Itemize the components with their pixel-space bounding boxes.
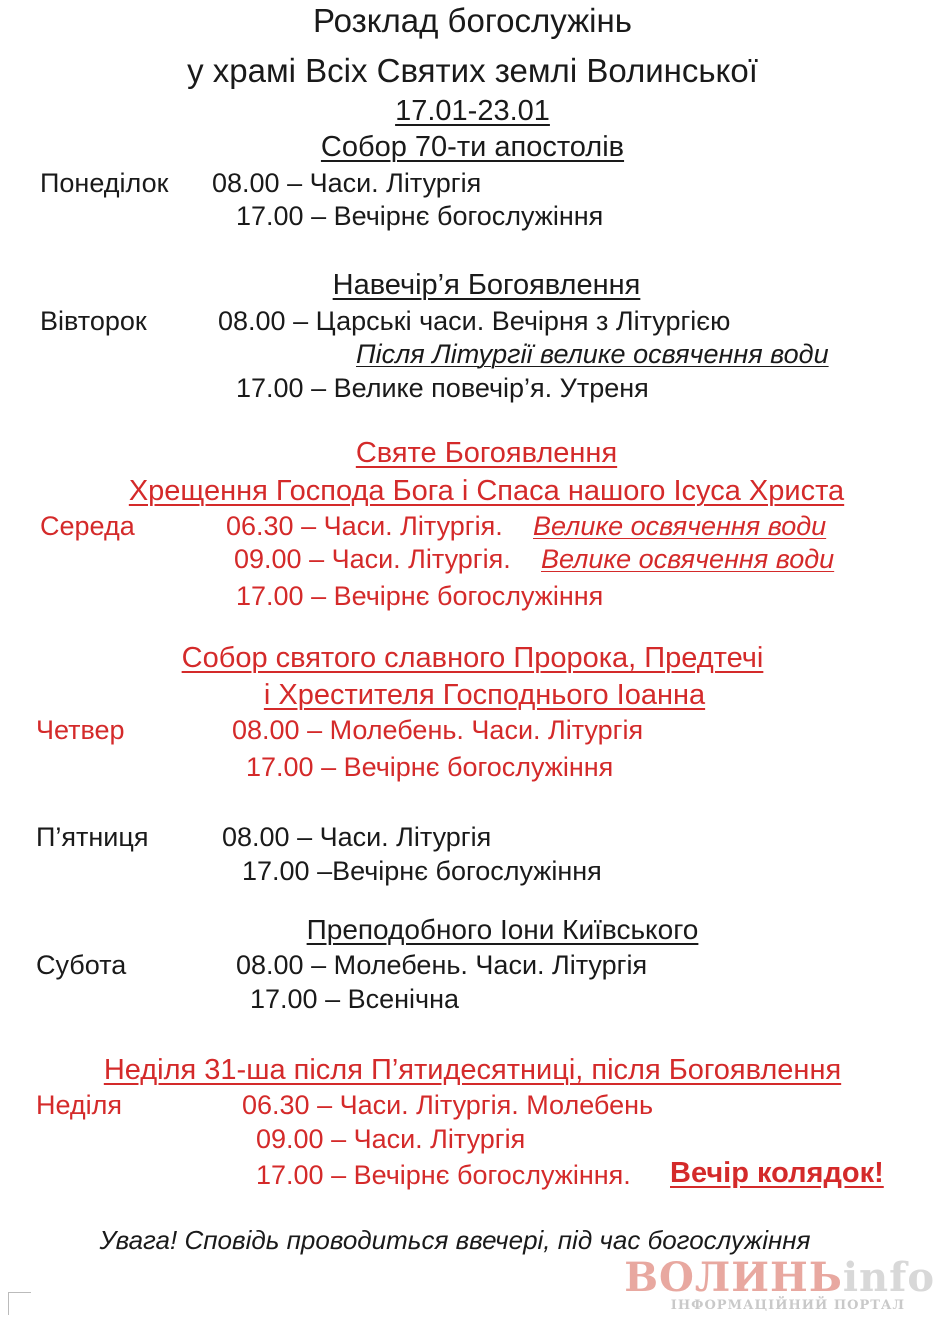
day-wednesday: Середа bbox=[40, 511, 135, 541]
sunday-service-2: 09.00 – Часи. Літургія bbox=[256, 1124, 526, 1154]
page-title-line2: у храмі Всіх Святих землі Волинської bbox=[187, 52, 758, 89]
monday-service-1: 08.00 – Часи. Літургія bbox=[212, 168, 482, 198]
saturday-service-1: 08.00 – Молебень. Часи. Літургія bbox=[236, 950, 648, 980]
crop-mark bbox=[8, 1292, 31, 1315]
sunday-service-1: 06.30 – Часи. Літургія. Молебень bbox=[242, 1090, 654, 1120]
sunday-feast: Неділя 31-ша після П’ятидесятниці, після Богоявлення bbox=[103, 1054, 842, 1086]
wednesday-feast-1: Святе Богоявлення bbox=[355, 437, 618, 469]
thursday-service-1: 08.00 – Молебень. Часи. Літургія bbox=[232, 715, 644, 745]
logo-brand bbox=[624, 1254, 935, 1301]
saturday-service-2: 17.00 – Всенічна bbox=[250, 984, 460, 1014]
wednesday-feast-2: Хрещення Господа Бога і Спаса нашого Ісуса Христа bbox=[128, 475, 845, 507]
wednesday-service-3: 17.00 – Вечірнє богослужіння bbox=[236, 581, 604, 611]
volyn-info-logo bbox=[615, 1254, 935, 1316]
tuesday-service-1: 08.00 – Царські часи. Вечірня з Літургією bbox=[218, 306, 731, 336]
day-monday: Понеділок bbox=[40, 168, 169, 198]
wednesday-service-2-note: Велике освячення води bbox=[541, 544, 835, 574]
wednesday-service-1-note: Велике освячення води bbox=[533, 511, 827, 541]
tuesday-feast: Навечір’я Богоявлення bbox=[332, 269, 641, 301]
confession-note: Увага! Сповідь проводиться ввечері, під час богослужіння bbox=[99, 1225, 811, 1255]
sunday-service-3-note: Вечір колядок! bbox=[670, 1157, 884, 1189]
thursday-service-2: 17.00 – Вечірнє богослужіння bbox=[246, 752, 614, 782]
monday-service-2: 17.00 – Вечірнє богослужіння bbox=[236, 201, 604, 231]
saturday-feast: Преподобного Іони Київського bbox=[306, 914, 699, 945]
sunday-service-3: 17.00 – Вечірнє богослужіння. bbox=[256, 1160, 631, 1190]
day-saturday: Субота bbox=[36, 950, 127, 980]
logo-brand-main: ВОЛИНЬ bbox=[624, 1254, 843, 1301]
thursday-feast-2: і Хрестителя Господнього Іоанна bbox=[263, 679, 706, 711]
day-sunday: Неділя bbox=[36, 1090, 123, 1120]
date-range: 17.01-23.01 bbox=[395, 95, 550, 127]
wednesday-service-2: 09.00 – Часи. Літургія. bbox=[234, 544, 511, 574]
monday-feast: Собор 70-ти апостолів bbox=[320, 131, 625, 163]
day-thursday: Четвер bbox=[36, 715, 125, 745]
tuesday-service-2: 17.00 – Велике повечір’я. Утреня bbox=[236, 373, 649, 403]
tuesday-service-1-note: Після Літургії велике освячення води bbox=[356, 339, 829, 369]
friday-service-2: 17.00 –Вечірнє богослужіння bbox=[242, 856, 602, 886]
wednesday-service-1: 06.30 – Часи. Літургія. bbox=[226, 511, 503, 541]
friday-service-1: 08.00 – Часи. Літургія bbox=[222, 822, 492, 852]
page-title-line1: Розклад богослужінь bbox=[313, 2, 632, 39]
thursday-feast-1: Собор святого славного Пророка, Предтечі bbox=[181, 642, 764, 674]
logo-brand-suffix: info bbox=[842, 1254, 935, 1301]
day-tuesday: Вівторок bbox=[40, 306, 147, 336]
day-friday: П’ятниця bbox=[36, 822, 149, 852]
logo-tagline: ІНФОРМАЦІЙНИЙ ПОРТАЛ bbox=[670, 1298, 905, 1313]
